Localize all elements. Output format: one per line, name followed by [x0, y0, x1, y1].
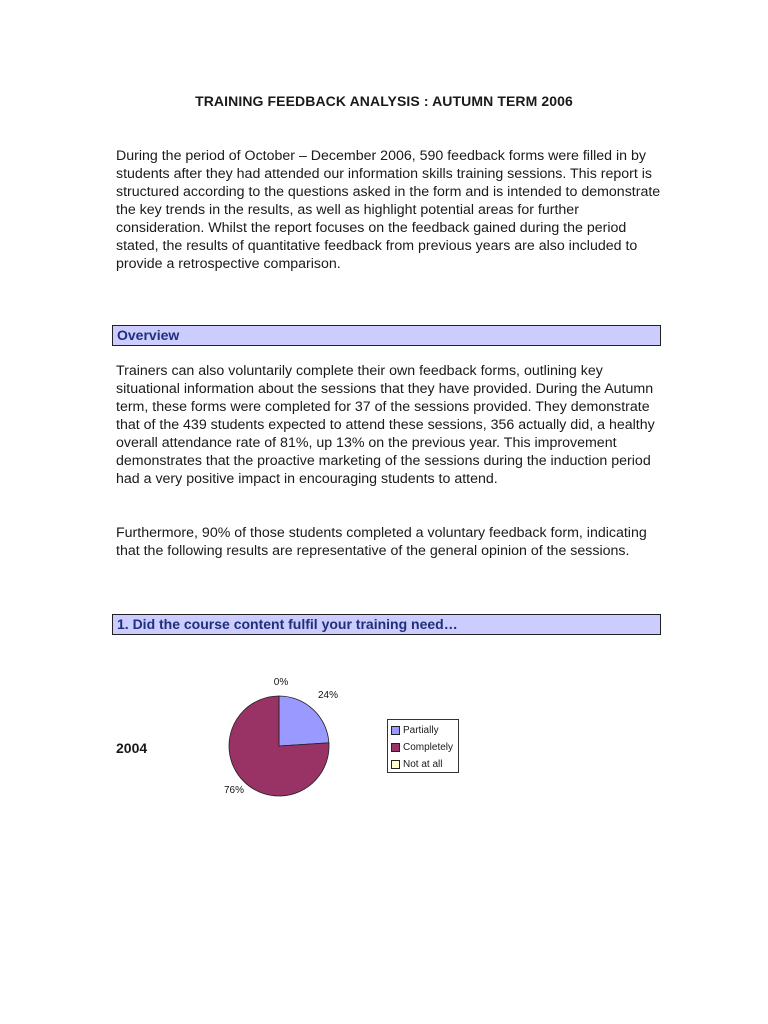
pie-data-label-partially: 24%	[317, 690, 339, 701]
pie-chart	[210, 668, 370, 813]
legend-swatch-partially	[391, 726, 400, 735]
pie-slice-partially	[279, 696, 329, 746]
document-title: TRAINING FEEDBACK ANALYSIS : AUTUMN TERM 2006	[195, 93, 573, 109]
legend-swatch-completely	[391, 743, 400, 752]
legend-item-not-at-all	[391, 756, 458, 773]
overview-paragraph-1: Trainers can also voluntarily complete their own feedback forms, outlining key situational information about the sessions that they have provided. During the Autumn term, these forms were completed for 37 of the sessions provided. They demonstrate that of the 439 students expected to attend these sessions, 356 actually did, a healthy overall attendance rate of 81%, up 13% on the previous year. This improvement demonstrates that the proactive marketing of the sessions during the induction period had a very positive impact in encouraging students to attend.	[116, 363, 655, 487]
legend-swatch-not-at-all	[391, 760, 400, 769]
pie-data-label-completely: 76%	[223, 785, 245, 796]
legend-item-completely	[391, 739, 458, 756]
question-1-heading: 1. Did the course content fulfil your training need…	[112, 614, 661, 635]
legend-label-completely: Completely	[403, 742, 454, 753]
overview-heading: Overview	[112, 325, 661, 346]
overview-paragraph-2: Furthermore, 90% of those students completed a voluntary feedback form, indicating that the following results are representative of the general opinion of the sessions.	[116, 525, 647, 559]
legend-label-partially: Partially	[403, 725, 439, 736]
chart-legend	[387, 719, 459, 773]
intro-paragraph: During the period of October – December 2006, 590 feedback forms were filled in by students after they had attended our information skills training sessions. This report is structured according to the questions asked in the form and is intended to demonstrate the key trends in the results, as well as highlight potential areas for further consideration. Whilst the report focuses on the feedback gained during the period stated, the results of quantitative feedback from previous years are also included to provide a retrospective comparison.	[116, 148, 661, 272]
chart-year-label: 2004	[116, 740, 148, 756]
legend-item-partially	[391, 722, 458, 739]
legend-label-not-at-all: Not at all	[403, 759, 443, 770]
pie-data-label-not-at-all: 0%	[273, 677, 289, 688]
